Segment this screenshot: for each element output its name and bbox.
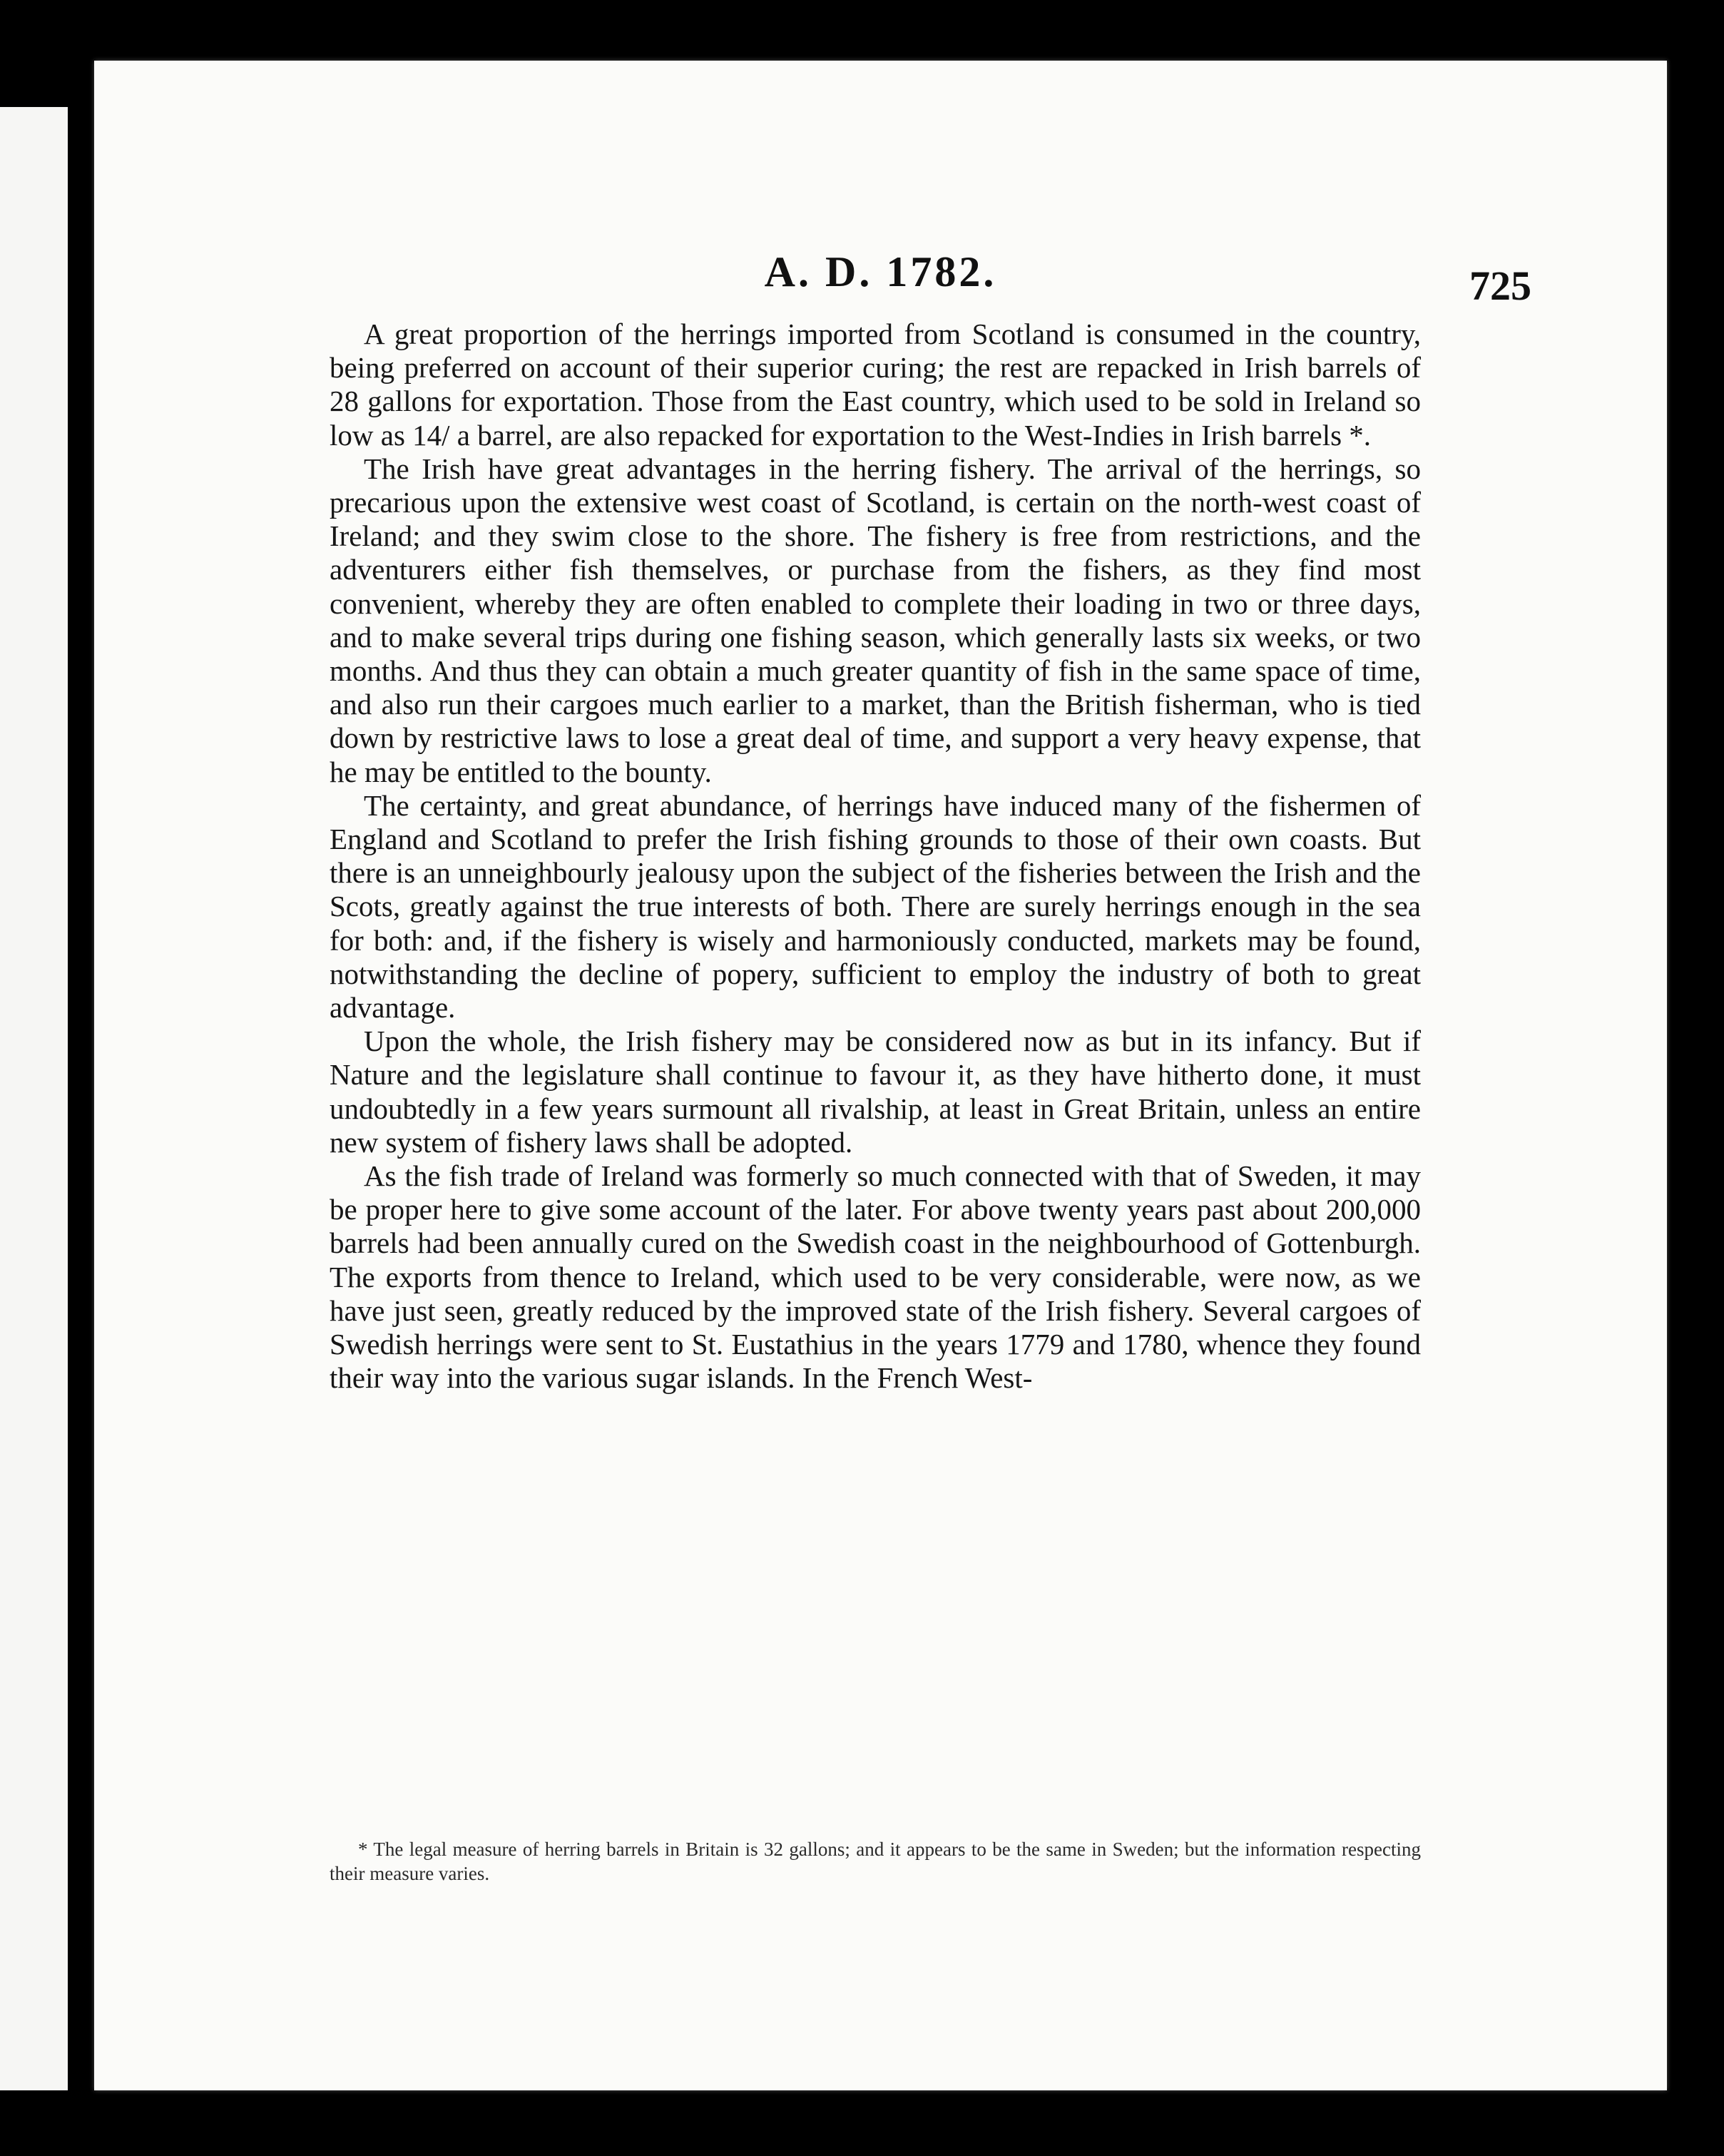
- running-head: A. D. 1782.: [764, 248, 997, 295]
- paragraph: The certainty, and great abundance, of herrings have induced many of the fishermen of England and Scotland to prefer the Irish fishing grounds to those of their own coasts. But there is an unneighbourly jealousy upon the subject of the fisheries between the Irish and the Scots, greatly against the true interests of both. There are surely herrings enough in the sea for both: and, if the fishery is wisely and harmoniously conducted, markets may be found, notwithstanding the decline of popery, sufficient to employ the industry of both to great advantage.: [330, 788, 1421, 1024]
- book-page: [94, 61, 1667, 2090]
- body-text: [330, 317, 1421, 1395]
- paragraph: Upon the whole, the Irish fishery may be considered now as but in its infancy. But if Nature and the legislature shall continue to favour it, as they have hitherto done, it must undoubtedly in a few years surmount all rivalship, at least in Great Britain, unless an entire new system of fishery laws shall be adopted.: [330, 1024, 1421, 1159]
- paragraph: The Irish have great advantages in the herring fishery. The arrival of the herrings, so precarious upon the extensive west coast of Scotland, is certain on the north-west coast of Ireland; and they swim close to the shore. The fishery is free from restrictions, and the adventurers either fish themselves, or purchase from the fishers, as they find most convenient, whereby they are often enabled to complete their loading in two or three days, and to make several trips during one fishing season, which generally lasts six weeks, or two months. And thus they can obtain a much greater quantity of fish in the same space of time, and also run their cargoes much earlier to a market, than the British fisherman, who is tied down by restrictive laws to lose a great deal of time, and support a very heavy expense, that he may be entitled to the bounty.: [330, 452, 1421, 788]
- page-number: 725: [1469, 263, 1531, 309]
- paragraph: A great proportion of the herrings imported from Scotland is consumed in the country, being preferred on account of their superior curing; the rest are repacked in Irish barrels of 28 gallons for exportation. Those from the East country, which used to be sold in Ireland so low as 14/ a barrel, are also repacked for exportation to the West-Indies in Irish barrels *.: [330, 317, 1421, 452]
- adjacent-page-edge: [0, 107, 68, 2090]
- paragraph: As the fish trade of Ireland was formerly so much connected with that of Sweden, it may be proper here to give some account of the later. For above twenty years past about 200,000 barrels had been annually cured on the Swedish coast in the neighbourhood of Gottenburgh. The exports from thence to Ireland, which used to be very considerable, were now, as we have just seen, greatly reduced by the improved state of the Irish fishery. Several cargoes of Swedish herrings were sent to St. Eustathius in the years 1779 and 1780, whence they found their way into the various sugar islands. In the French West-: [330, 1159, 1421, 1395]
- footnote: * The legal measure of herring barrels in Britain is 32 gallons; and it appears to be the same in Sweden; but the information respecting their measure varies.: [330, 1839, 1421, 1884]
